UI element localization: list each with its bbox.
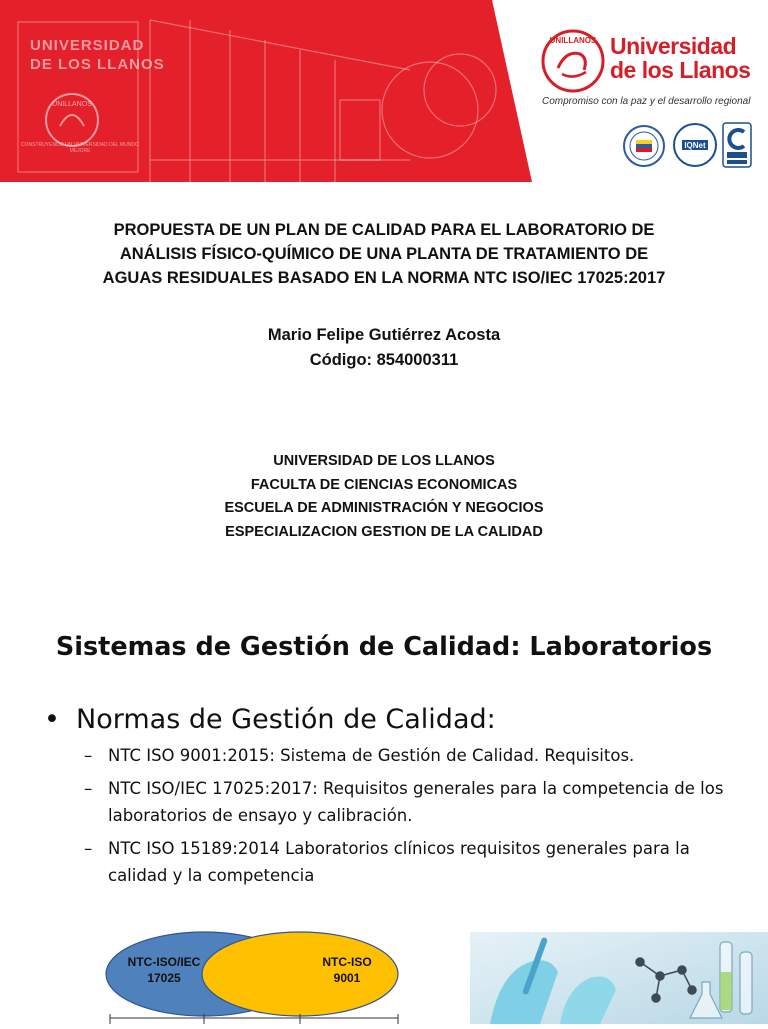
author-block: [40, 323, 728, 373]
header-banner: [0, 0, 768, 182]
university-name: Universidad de los Llanos: [610, 33, 751, 83]
logo-tagline: Compromiso con la paz y el desarrollo regional: [542, 96, 751, 107]
institution-block: UNIVERSIDAD DE LOS LLANOS FACULTA DE CIENCIAS ECONOMICAS ESCUELA DE ADMINISTRACIÓN Y NEGOCIOS ESPECIALIZACION GESTION DE LA CALIDAD: [224, 453, 544, 540]
svg-text:IQNet: IQNet: [684, 141, 706, 150]
colombia-accreditation-icon: [622, 124, 666, 168]
list-item: – NTC ISO/IEC 17025:2017: Requisitos generales para la competencia de los laboratorios de ensayo y calibración.: [84, 779, 724, 825]
bullet-dot: •: [44, 704, 60, 735]
logo-seal-text: UNILLANOS: [549, 36, 597, 45]
list-item: – NTC ISO 15189:2014 Laboratorios clínicos requisitos generales para la calidad y la competencia: [84, 839, 690, 885]
venn-left-label: NTC-ISO/IEC 17025: [127, 955, 201, 985]
standards-list: [84, 742, 734, 895]
author-name: Mario Felipe Gutiérrez Acosta: [267, 326, 501, 344]
iqnet-certification-icon: [672, 122, 718, 168]
thesis-title: PROPUESTA DE UN PLAN DE CALIDAD PARA EL LABORATORIO DE ANÁLISIS FÍSICO-QUÍMICO DE UNA PLANTA DE TRATAMIENTO DE AGUAS RESIDUALES BASADO EN LA NORMA NTC ISO/IEC 17025:2017: [102, 221, 666, 287]
venn-right-label: NTC-ISO 9001: [322, 955, 372, 985]
venn-diagram: [104, 926, 404, 1029]
seal-caption: CONSTRUYENDO UN UNIVERSIDAD DEL MUNDO MEJORE: [21, 142, 139, 154]
list-item: – NTC ISO 9001:2015: Sistema de Gestión de Calidad. Requisitos.: [84, 746, 635, 765]
main-bullet: • Normas de Gestión de Calidad:: [44, 700, 724, 740]
icontec-iso-9001-icon: [722, 122, 752, 168]
unillanos-seal-icon: [540, 28, 606, 94]
laboratory-photo: [470, 932, 768, 1024]
building-sign: UNIVERSIDAD DE LOS LLANOS: [30, 37, 165, 73]
seal-text: UNILLANOS: [52, 101, 92, 108]
slide-heading: Sistemas de Gestión de Calidad: Laboratorios: [55, 632, 713, 662]
university-logo: [540, 24, 764, 114]
university-seal-ghost: [44, 92, 100, 148]
student-code: Código: 854000311: [309, 351, 459, 369]
